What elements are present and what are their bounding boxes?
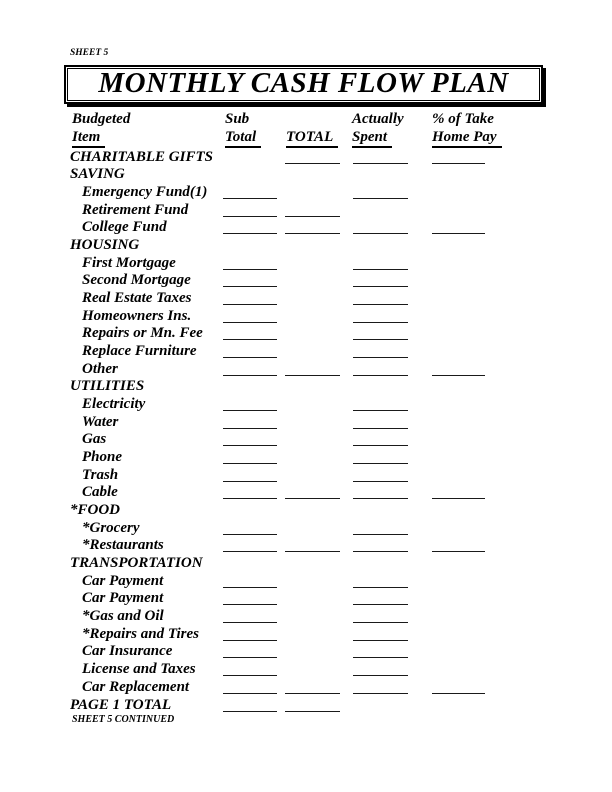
blank-total (285, 216, 340, 217)
line-item-label: Gas (82, 431, 107, 448)
blank-sub-total (223, 375, 277, 376)
table-row (0, 413, 612, 431)
category-label: TRANSPORTATION (70, 555, 203, 572)
blank-sub-total (223, 622, 277, 623)
blank-total (285, 163, 340, 164)
blank-actually-spent (353, 463, 408, 464)
blank-sub-total (223, 445, 277, 446)
table-row (0, 342, 612, 360)
table-row (0, 590, 612, 608)
line-item-label: Trash (82, 466, 119, 483)
table-row (0, 431, 612, 449)
table-row (0, 554, 612, 572)
blank-pct-take-home (432, 163, 485, 164)
blank-actually-spent (353, 163, 408, 164)
blank-total (285, 375, 340, 376)
category-label: PAGE 1 TOTAL (70, 696, 172, 713)
blank-total (285, 498, 340, 499)
blank-actually-spent (353, 339, 408, 340)
table-row (0, 148, 612, 166)
blank-pct-take-home (432, 693, 485, 694)
table-row (0, 236, 612, 254)
blank-total (285, 551, 340, 552)
line-item-label: *Gas and Oil (82, 608, 164, 625)
line-item-label: Repairs or Mn. Fee (82, 325, 203, 342)
table-row (0, 183, 612, 201)
table-row (0, 607, 612, 625)
line-item-label: *Restaurants (82, 537, 164, 554)
blank-sub-total (223, 640, 277, 641)
blank-sub-total (223, 339, 277, 340)
table-row (0, 254, 612, 272)
table-row (0, 643, 612, 661)
blank-actually-spent (353, 587, 408, 588)
blank-actually-spent (353, 269, 408, 270)
blank-actually-spent (353, 604, 408, 605)
line-item-label: Replace Furniture (82, 343, 197, 360)
blank-sub-total (223, 604, 277, 605)
column-header-sub: Sub (225, 111, 250, 127)
title-box-inner-border (67, 68, 540, 101)
line-item-label: First Mortgage (82, 254, 176, 271)
table-row (0, 660, 612, 678)
line-item-label: Phone (82, 449, 123, 466)
table-row (0, 501, 612, 519)
line-item-label: Car Insurance (82, 643, 173, 660)
blank-sub-total (223, 410, 277, 411)
table-row (0, 272, 612, 290)
table-row (0, 696, 612, 714)
blank-sub-total (223, 711, 277, 712)
line-item-label: Electricity (82, 396, 146, 413)
blank-sub-total (223, 463, 277, 464)
blank-actually-spent (353, 304, 408, 305)
column-header-total: TOTAL (286, 129, 338, 148)
line-item-label: Other (82, 360, 118, 377)
blank-sub-total (223, 675, 277, 676)
category-label: HOUSING (70, 237, 140, 254)
blank-total (285, 711, 340, 712)
blank-sub-total (223, 357, 277, 358)
line-item-label: License and Taxes (82, 661, 196, 678)
blank-actually-spent (353, 481, 408, 482)
table-row (0, 201, 612, 219)
column-header-item: Item (72, 129, 105, 148)
blank-actually-spent (353, 693, 408, 694)
page-title: MONTHLY CASH FLOW PLAN (98, 67, 509, 99)
blank-actually-spent (353, 198, 408, 199)
blank-sub-total (223, 481, 277, 482)
table-row (0, 219, 612, 237)
blank-pct-take-home (432, 233, 485, 234)
category-label: UTILITIES (70, 378, 145, 395)
column-header-home-pay: Home Pay (432, 129, 502, 148)
blank-actually-spent (353, 233, 408, 234)
blank-sub-total (223, 693, 277, 694)
blank-actually-spent (353, 428, 408, 429)
line-item-label: Car Payment (82, 590, 164, 607)
blank-actually-spent (353, 498, 408, 499)
table-row (0, 307, 612, 325)
table-row (0, 378, 612, 396)
table-row (0, 537, 612, 555)
blank-sub-total (223, 269, 277, 270)
blank-actually-spent (353, 622, 408, 623)
line-item-label: *Repairs and Tires (82, 625, 199, 642)
category-label: *FOOD (70, 502, 121, 519)
blank-sub-total (223, 428, 277, 429)
blank-actually-spent (353, 357, 408, 358)
table-row (0, 395, 612, 413)
blank-total (285, 233, 340, 234)
blank-actually-spent (353, 375, 408, 376)
line-item-label: Water (82, 413, 119, 430)
table-row (0, 466, 612, 484)
blank-actually-spent (353, 445, 408, 446)
blank-sub-total (223, 304, 277, 305)
table-row (0, 325, 612, 343)
table-row (0, 519, 612, 537)
table-row (0, 625, 612, 643)
blank-sub-total (223, 233, 277, 234)
blank-pct-take-home (432, 551, 485, 552)
line-item-label: Homeowners Ins. (82, 307, 192, 324)
blank-sub-total (223, 551, 277, 552)
column-header-pct-take: % of Take (432, 111, 494, 127)
table-row (0, 484, 612, 502)
blank-actually-spent (353, 322, 408, 323)
table-row (0, 166, 612, 184)
blank-actually-spent (353, 551, 408, 552)
table-row (0, 360, 612, 378)
blank-pct-take-home (432, 498, 485, 499)
table-row (0, 572, 612, 590)
line-item-label: Real Estate Taxes (82, 290, 192, 307)
blank-pct-take-home (432, 375, 485, 376)
table-row (0, 289, 612, 307)
blank-actually-spent (353, 640, 408, 641)
table-row (0, 448, 612, 466)
blank-sub-total (223, 498, 277, 499)
blank-actually-spent (353, 657, 408, 658)
line-item-label: Emergency Fund(1) (82, 184, 208, 201)
column-header-actually: Actually (352, 111, 404, 127)
line-item-label: Car Replacement (82, 678, 190, 695)
category-label: CHARITABLE GIFTS (70, 148, 213, 165)
blank-sub-total (223, 657, 277, 658)
blank-sub-total (223, 322, 277, 323)
column-header-sub-total: Total (225, 129, 261, 148)
budget-rows (0, 148, 612, 714)
table-row (0, 678, 612, 696)
line-item-label: Car Payment (82, 572, 164, 589)
blank-sub-total (223, 286, 277, 287)
column-header-budgeted: Budgeted (72, 111, 131, 127)
blank-actually-spent (353, 534, 408, 535)
blank-total (285, 693, 340, 694)
line-item-label: Retirement Fund (82, 201, 189, 218)
sheet-continued-label: SHEET 5 CONTINUED (72, 714, 175, 725)
blank-actually-spent (353, 675, 408, 676)
blank-sub-total (223, 587, 277, 588)
line-item-label: Second Mortgage (82, 272, 191, 289)
category-label: SAVING (70, 166, 125, 183)
blank-sub-total (223, 198, 277, 199)
line-item-label: Cable (82, 484, 118, 501)
blank-sub-total (223, 534, 277, 535)
title-box (64, 65, 543, 104)
line-item-label: *Grocery (82, 519, 140, 536)
sheet-number-label: SHEET 5 (70, 48, 109, 58)
blank-actually-spent (353, 410, 408, 411)
blank-sub-total (223, 216, 277, 217)
column-header-spent: Spent (352, 129, 392, 148)
line-item-label: College Fund (82, 219, 167, 236)
blank-actually-spent (353, 286, 408, 287)
